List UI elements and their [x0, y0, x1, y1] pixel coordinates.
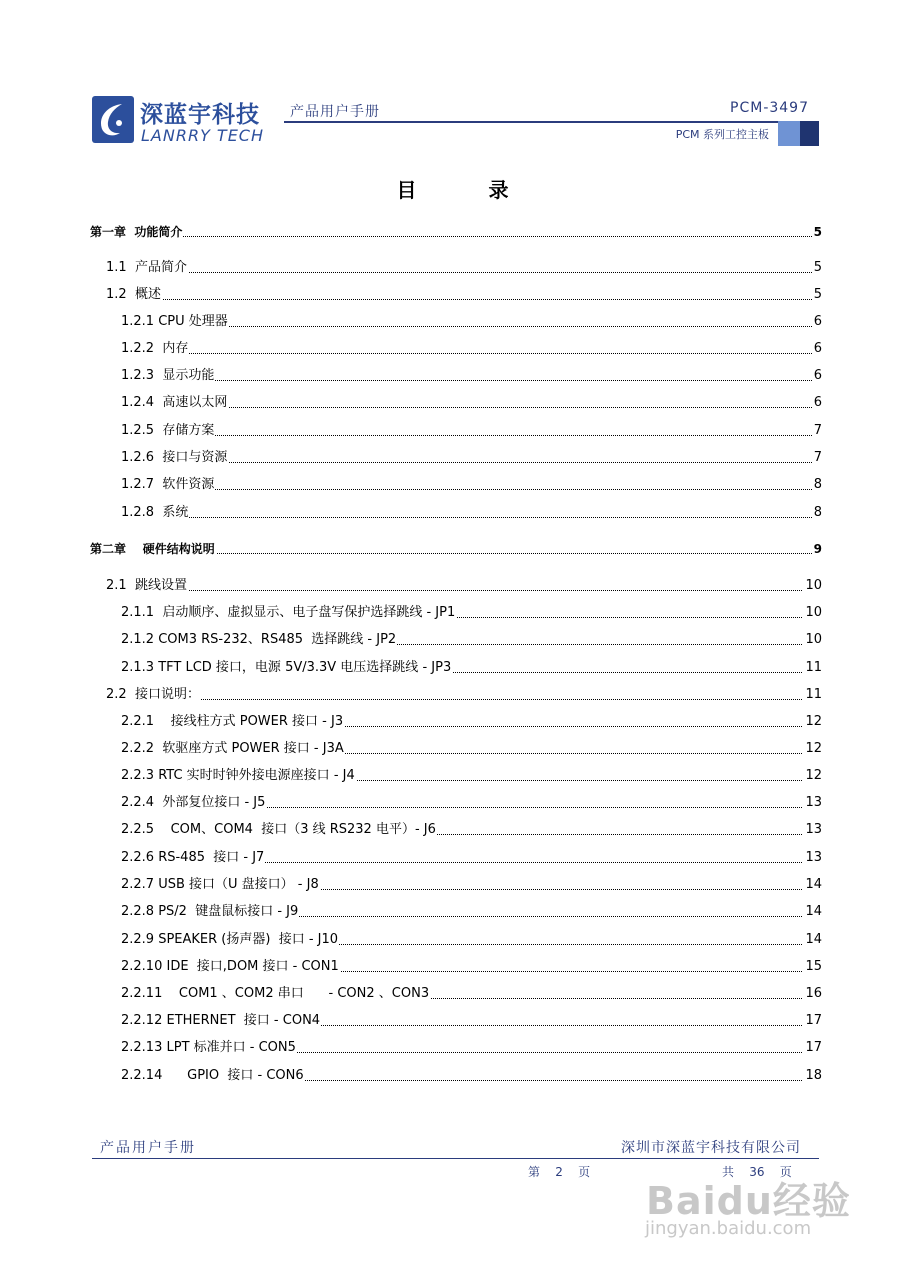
footer-divider [92, 1158, 819, 1159]
toc-entry-label: 2.2.4 外部复位接口 - J5 [121, 793, 266, 813]
toc-leader-dots [121, 435, 812, 436]
footer-total-pages: 共 36 页 [722, 1165, 792, 1179]
toc-leader-dots [106, 299, 812, 300]
toc-leader-dots [106, 272, 812, 273]
toc-entry-label: 2.2.8 PS/2 键盘鼠标接口 - J9 [121, 902, 299, 922]
baidu-watermark-url: jingyan.baidu.com [645, 1218, 812, 1239]
toc-leader-dots [90, 236, 812, 237]
toc-entry[interactable] [0, 1066, 905, 1086]
toc-entry-label: 2.2.5 COM、COM4 接口（3 线 RS232 电平）- J6 [121, 820, 437, 840]
toc-entry-label: 第二章 硬件结构说明 [90, 539, 216, 559]
toc-entry-page: 13 [803, 820, 822, 840]
toc-entry-page: 10 [803, 603, 822, 623]
toc-entry-page: 15 [803, 957, 822, 977]
toc-entry[interactable] [0, 285, 905, 305]
toc-leader-dots [121, 517, 812, 518]
toc-entry-page: 10 [803, 576, 822, 596]
toc-entry-page: 14 [803, 930, 822, 950]
toc-entry-page: 11 [803, 685, 822, 705]
toc-leader-dots [106, 590, 812, 591]
footer-doc-title: 产品用户手册 [100, 1140, 196, 1156]
toc-entry[interactable] [0, 685, 905, 705]
toc-entry-label: 2.2.12 ETHERNET 接口 - CON4 [121, 1011, 321, 1031]
toc-entry-label: 2.1.2 COM3 RS-232、RS485 选择跳线 - JP2 [121, 630, 397, 650]
toc-entry-page: 18 [803, 1066, 822, 1086]
toc-entry-label: 2.2.2 软驱座方式 POWER 接口 - J3A [121, 739, 345, 759]
page-title: 目录 [396, 178, 581, 202]
toc-entry-page: 12 [803, 766, 822, 786]
toc-entry-page: 10 [803, 630, 822, 650]
toc-entry-page: 13 [803, 793, 822, 813]
toc-entry-label: 2.2.14 GPIO 接口 - CON6 [121, 1066, 305, 1086]
toc-entry-page: 12 [803, 739, 822, 759]
toc-entry-label: 2.1 跳线设置 [106, 576, 188, 596]
toc-entry[interactable] [0, 902, 905, 922]
toc-entry-label: 2.2.10 IDE 接口,DOM 接口 - CON1 [121, 957, 340, 977]
toc-entry-label: 1.2.3 显示功能 [121, 366, 215, 386]
baidu-watermark-logo: Baidu经验 [646, 1179, 851, 1223]
toc-entry-label: 1.2.6 接口与资源 [121, 448, 228, 468]
toc-entry-label: 2.2.9 SPEAKER (扬声器) 接口 - J10 [121, 930, 339, 950]
toc-entry[interactable] [0, 930, 905, 950]
toc-entry-label: 2.2.7 USB 接口（U 盘接口） - J8 [121, 875, 320, 895]
toc-entry-label: 2.2.11 COM1 、COM2 串口 - CON2 、CON3 [121, 984, 430, 1004]
toc-entry-page: 9 [812, 539, 822, 559]
toc-entry-page: 5 [812, 285, 822, 305]
toc-entry[interactable] [0, 1011, 905, 1031]
toc-entry-page: 13 [803, 848, 822, 868]
toc-entry[interactable] [0, 539, 905, 559]
toc-entry-label: 1.2.4 高速以太网 [121, 393, 228, 413]
toc-entry-page: 5 [812, 222, 822, 242]
toc-entry-page: 12 [803, 712, 822, 732]
toc-leader-dots [121, 380, 812, 381]
header-series-label: PCM 系列工控主板 [675, 128, 769, 141]
toc-entry[interactable] [0, 339, 905, 359]
toc-entry-label: 1.2.8 系统 [121, 503, 189, 523]
footer-page-number: 第 2 页 [528, 1165, 591, 1179]
header-model-number: PCM-3497 [730, 100, 809, 116]
toc-entry[interactable] [0, 576, 905, 596]
toc-entry-page: 8 [812, 503, 822, 523]
toc-entry[interactable] [0, 475, 905, 495]
footer-company-name: 深圳市深蓝宇科技有限公司 [621, 1140, 801, 1156]
toc-entry-label: 2.2.3 RTC 实时时钟外接电源座接口 - J4 [121, 766, 356, 786]
toc-entry[interactable] [0, 739, 905, 759]
toc-entry[interactable] [0, 957, 905, 977]
toc-entry-label: 2.1.1 启动顺序、虚拟显示、电子盘写保护选择跳线 - JP1 [121, 603, 456, 623]
toc-entry-page: 6 [812, 366, 822, 386]
toc-entry-label: 1.2.2 内存 [121, 339, 189, 359]
header-color-block [778, 121, 819, 146]
company-logo-english: LANRRY TECH [141, 126, 265, 145]
toc-entry[interactable] [0, 366, 905, 386]
toc-entry-page: 11 [803, 658, 822, 678]
toc-entry[interactable] [0, 766, 905, 786]
toc-entry-page: 6 [812, 339, 822, 359]
toc-entry[interactable] [0, 421, 905, 441]
toc-entry-page: 16 [803, 984, 822, 1004]
company-logo-chinese: 深蓝宇科技 [140, 102, 260, 128]
lanrry-logo-icon [92, 96, 134, 143]
toc-entry-label: 1.2.7 软件资源 [121, 475, 215, 495]
toc-entry[interactable] [0, 658, 905, 678]
toc-entry-label: 2.2.13 LPT 标准并口 - CON5 [121, 1038, 297, 1058]
toc-entry-label: 2.1.3 TFT LCD 接口，电源 5V/3.3V 电压选择跳线 - JP3 [121, 658, 452, 678]
toc-entry[interactable] [0, 1038, 905, 1058]
toc-entry-label: 1.2.5 存储方案 [121, 421, 215, 441]
toc-entry[interactable] [0, 820, 905, 840]
toc-entry[interactable] [0, 984, 905, 1004]
toc-leader-dots [121, 489, 812, 490]
toc-entry[interactable] [0, 875, 905, 895]
toc-entry-label: 2.2 接口说明： [106, 685, 201, 705]
toc-entry-page: 14 [803, 875, 822, 895]
toc-leader-dots [106, 699, 812, 700]
toc-entry-label: 1.2 概述 [106, 285, 162, 305]
toc-entry-label: 2.2.1 接线柱方式 POWER 接口 - J3 [121, 712, 344, 732]
toc-entry[interactable] [0, 630, 905, 650]
toc-entry-page: 17 [803, 1038, 822, 1058]
toc-entry[interactable] [0, 258, 905, 278]
toc-entry-label: 第一章 功能简介 [90, 222, 183, 242]
toc-entry-page: 7 [812, 448, 822, 468]
toc-entry[interactable] [0, 222, 905, 242]
toc-entry-page: 8 [812, 475, 822, 495]
toc-entry[interactable] [0, 503, 905, 523]
toc-entry-label: 1.1 产品简介 [106, 258, 188, 278]
toc-entry[interactable] [0, 712, 905, 732]
toc-entry[interactable] [0, 448, 905, 468]
toc-entry-page: 7 [812, 421, 822, 441]
toc-entry[interactable] [0, 793, 905, 813]
header-divider [284, 121, 778, 123]
toc-entry[interactable] [0, 848, 905, 868]
toc-entry-label: 1.2.1 CPU 处理器 [121, 312, 229, 332]
toc-entry-page: 14 [803, 902, 822, 922]
header-doc-title: 产品用户手册 [290, 104, 380, 120]
toc-entry-page: 6 [812, 312, 822, 332]
toc-entry-label: 2.2.6 RS-485 接口 - J7 [121, 848, 265, 868]
toc-entry[interactable] [0, 603, 905, 623]
toc-entry[interactable] [0, 393, 905, 413]
toc-entry-page: 17 [803, 1011, 822, 1031]
toc-entry[interactable] [0, 312, 905, 332]
toc-entry-page: 5 [812, 258, 822, 278]
toc-leader-dots [121, 353, 812, 354]
toc-entry-page: 6 [812, 393, 822, 413]
